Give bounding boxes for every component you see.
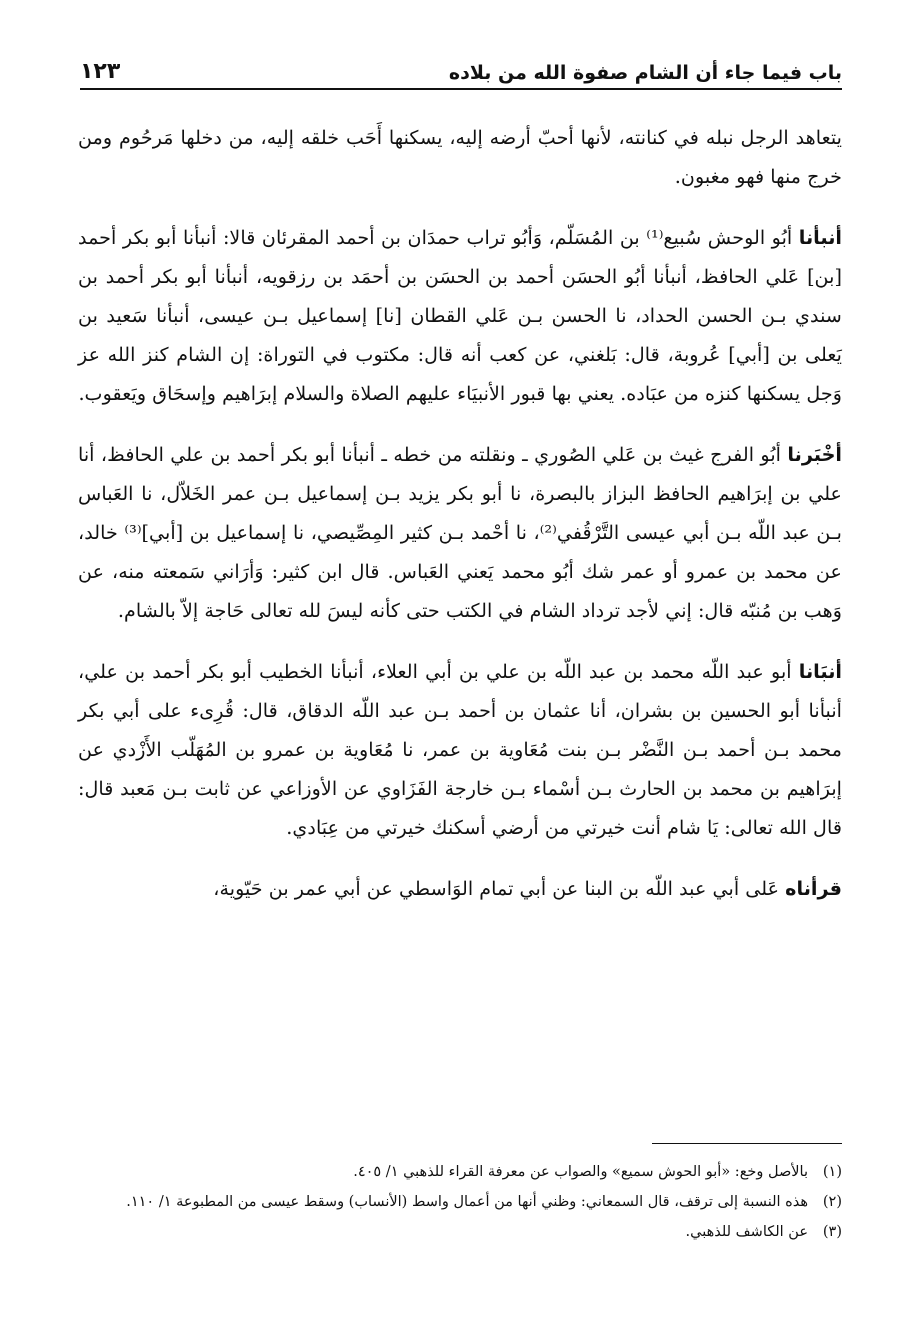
main-text: [78, 118, 842, 930]
paragraph-text: عَلى أبي عبد اللّه بن البنا عن أبي تمام الوَاسطي عن أبي عمر بن حَيّوية،: [213, 877, 786, 900]
paragraph: [78, 869, 842, 908]
paragraph: [78, 652, 842, 847]
running-title: باب فيما جاء أن الشام صفوة الله من بلاده: [448, 62, 842, 84]
paragraph: [78, 435, 842, 630]
footnote: [78, 1218, 842, 1247]
paragraph: [78, 218, 842, 413]
page-header: [80, 48, 842, 90]
paragraph-text: أبو عبد اللّه محمد بن عبد اللّه بن علي بن أبي العلاء، أنبأنا الخطيب أبو بكر أحمد بن علي، أنبأنا أبو الحسين بن بشران، أنا عثمان بن أحمد بـن عبد اللّه الدقاق، قال: قُرِىء على أبي بكر محمد بـن أحمد بـن النَّضْر بـن بنت مُعَاوية بن عمر، نا مُعَاوية بن عمرو بن المُهَلّب الأَزْدي عن إبرَاهيم بن محمد بن الحارث بـن أسْماء بـن خارجة الفَزَاوي عن الأوزاعي عن ثابت بـن مَعبد قال: قال الله تعالى: يَا شام أنت خيرتي من أرضي أسكنك خيرتي من عِبَادي.: [78, 660, 842, 839]
footnotes: [78, 1158, 842, 1248]
footnote-number: (٣): [822, 1224, 842, 1240]
footnote-text: هذه النسبة إلى ترقف، قال السمعاني: وظني أنها من أعمال واسط (الأنساب) وسقط عيسى من المطبوعة ١/ ١١٠.: [126, 1194, 808, 1210]
paragraph-lead-word: أنبأنا: [798, 226, 842, 249]
footnote: [78, 1188, 842, 1217]
footnote-separator: [652, 1143, 842, 1144]
footnote-number: (١): [822, 1164, 842, 1180]
paragraph-text: يتعاهد الرجل نبله في كنانته، لأنها أحبّ أرضه إليه، يسكنها أَحَب خلقه إليه، من دخلها مَرحُوم ومن خرج منها فهو مغبون.: [78, 126, 842, 188]
footnote-text: بالأصل وخع: «أبو الحوش سميع» والصواب عن معرفة القراء للذهبي ١/ ٤٠٥.: [353, 1164, 808, 1180]
page-number: ١٢٣: [80, 59, 121, 84]
paragraph-lead-word: أنبَانا: [798, 660, 842, 683]
paragraph-lead-word: أخْبَرنا: [787, 443, 842, 466]
paragraph-text: أبُو الفرج غيث بن عَلي الصُوري ـ ونقلته من خطه ـ أنبأنا أبو بكر أحمد بن علي الحافظ، أنا علي بن إبرَاهيم الحافظ البزاز بالبصرة، نا أبو بكر يزيد بـن إسماعيل بـن عمر الخَلاّل، نا العَباس بـن عبد اللّه بـن أبي عيسى التَّرْقُفي⁽²⁾، نا أحْمد بـن كثير المِصِّيصي، نا إسماعيل بن [أبي]⁽³⁾ خالد، عن محمد بن عمرو أو عمر شك أبُو محمد يَعني العَباس. قال ابن كثير: وَأرَاني سَمعته منه، عن وَهب بن مُنبّه قال: إني لأجد ترداد الشام في الكتب حتى كأنه ليسَ لله تعالى حَاجة إلاّ بالشام.: [78, 443, 842, 622]
footnote-number: (٢): [822, 1194, 842, 1210]
paragraph-lead-word: قرأناه: [785, 877, 842, 900]
paragraph-text: أبُو الوحش سُبيع⁽¹⁾ بن المُسَلّم، وَأبُو تراب حمدَان بن أحمد المقرئان قالا: أنبأنا أبو بكر أحمد [بن] عَلي الحافظ، أنبأنا أبُو الحسَن أحمد بن الحسَن بن أحمَد بن رزقويه، أنبأنا أبو بكر أحمد بن سندي بـن الحسن الحداد، نا الحسن بـن عَلي القطان [نا] إسماعيل بـن عيسى، أنبأنا سَعيد بن يَعلى بن [أبي] عُروبة، قال: بَلغني، عن كعب أنه قال: مكتوب في التوراة: إن الشام كنز الله عز وَجل يسكنها كنزه من عبَاده. يعني بها قبور الأنبيَاء عليهم الصلاة والسلام إبرَاهيم وإسحَاق ويَعقوب.: [78, 226, 842, 405]
footnote: [78, 1158, 842, 1187]
paragraph: [78, 118, 842, 196]
footnote-text: عن الكاشف للذهبي.: [685, 1224, 808, 1240]
